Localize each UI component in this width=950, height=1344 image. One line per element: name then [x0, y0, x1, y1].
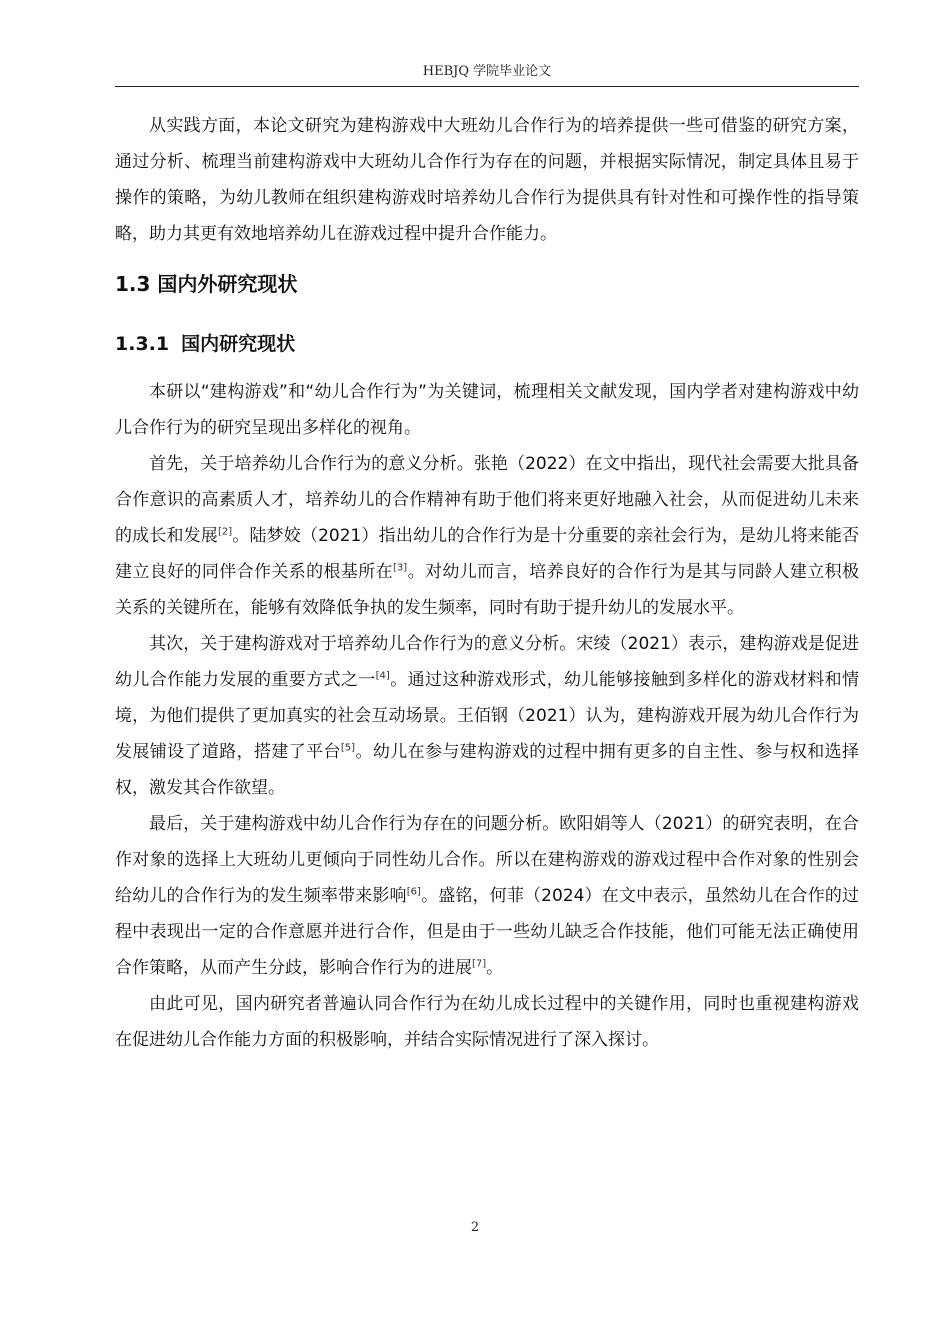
- subsection-number: 1.3.1: [115, 333, 170, 355]
- paragraph-construction-games: [115, 626, 859, 806]
- paragraph-text: 。幼儿在参与建构游戏的过程中拥有更多的自主性、参与权和选择权，激发其合作欲望。: [115, 742, 860, 798]
- paragraph-text: 。盛铭，何菲（2024）在文中表示，虽然幼儿在合作的过程中表现出一定的合作意愿并进行合作，但是由于一些幼儿缺乏合作技能，他们可能无法正确使用合作策略，从而产生分歧，影响合作行为的进展: [115, 886, 860, 978]
- paragraph-text: 最后，关于建构游戏中幼儿合作行为存在的问题分析。欧阳娟等人（2021）的研究表明，在合作对象的选择上大班幼儿更倾向于同性幼儿合作。所以在建构游戏的游戏过程中合作对象的性别会给幼儿的合作行为的发生频率带来影响: [115, 814, 859, 906]
- paragraph-text: 。对幼儿而言，培养良好的合作行为是其与同龄人建立积极关系的关键所在，能够有效降低争执的发生频率，同时有助于提升幼儿的发展水平。: [115, 562, 860, 618]
- citation-ref: [5]: [340, 742, 356, 754]
- paragraph-text: 。: [486, 958, 504, 978]
- subsection-title: 国内研究现状: [181, 333, 296, 355]
- page-content: [115, 108, 859, 1058]
- subsection-heading: [115, 316, 859, 374]
- page-header: [115, 60, 859, 87]
- citation-ref: [6]: [406, 886, 421, 898]
- paragraph-conclusion: 由此可见，国内研究者普遍认同合作行为在幼儿成长过程中的关键作用，同时也重视建构游戏在促进幼儿合作能力方面的积极影响，并结合实际情况进行了深入探讨。: [115, 994, 859, 1050]
- citation-ref: [3]: [393, 562, 408, 574]
- paragraph-significance: [115, 446, 859, 626]
- paragraph-text: 。通过这种游戏形式，幼儿能够接触到多样化的游戏材料和情境，为他们提供了更加真实的社会互动场景。王佰钢（2021）认为，建构游戏开展为幼儿合作行为发展铺设了道路，搭建了平台: [115, 670, 860, 762]
- citation-ref: [4]: [375, 670, 390, 682]
- header-title: HEBJQ 学院毕业论文: [422, 64, 552, 79]
- citation-ref: [7]: [472, 958, 487, 970]
- citation-ref: [2]: [217, 526, 233, 538]
- paragraph-text: 首先，关于培养幼儿合作行为的意义分析。张艳（2022）在文中指出，现代社会需要大批具备合作意识的高素质人才，培养幼儿的合作精神有助于他们将来更好地融入社会，从而促进幼儿未来的成长和发展: [115, 454, 859, 546]
- paragraph-problems: [115, 806, 859, 986]
- paragraph-keywords: 本研以“建构游戏”和“幼儿合作行为”为关键词，梳理相关文献发现，国内学者对建构游戏中幼儿合作行为的研究呈现出多样化的视角。: [115, 382, 859, 438]
- intro-paragraph: 从实践方面，本论文研究为建构游戏中大班幼儿合作行为的培养提供一些可借鉴的研究方案，通过分析、梳理当前建构游戏中大班幼儿合作行为存在的问题，并根据实际情况，制定具体且易于操作的策略，为幼儿教师在组织建构游戏时培养幼儿合作行为提供具有针对性和可操作性的指导策略，助力其更有效地培养幼儿在游戏过程中提升合作能力。: [115, 116, 859, 244]
- paragraph-text: 。陆梦姣（2021）指出幼儿的合作行为是十分重要的亲社会行为，是幼儿将来能否建立良好的同伴合作关系的根基所在: [115, 526, 860, 582]
- page-number: 2: [470, 1220, 480, 1235]
- paragraph-text: 其次，关于建构游戏对于培养幼儿合作行为的意义分析。宋绫（2021）表示，建构游戏是促进幼儿合作能力发展的重要方式之一: [115, 634, 859, 690]
- section-heading: 1.3 国内外研究现状: [115, 272, 298, 296]
